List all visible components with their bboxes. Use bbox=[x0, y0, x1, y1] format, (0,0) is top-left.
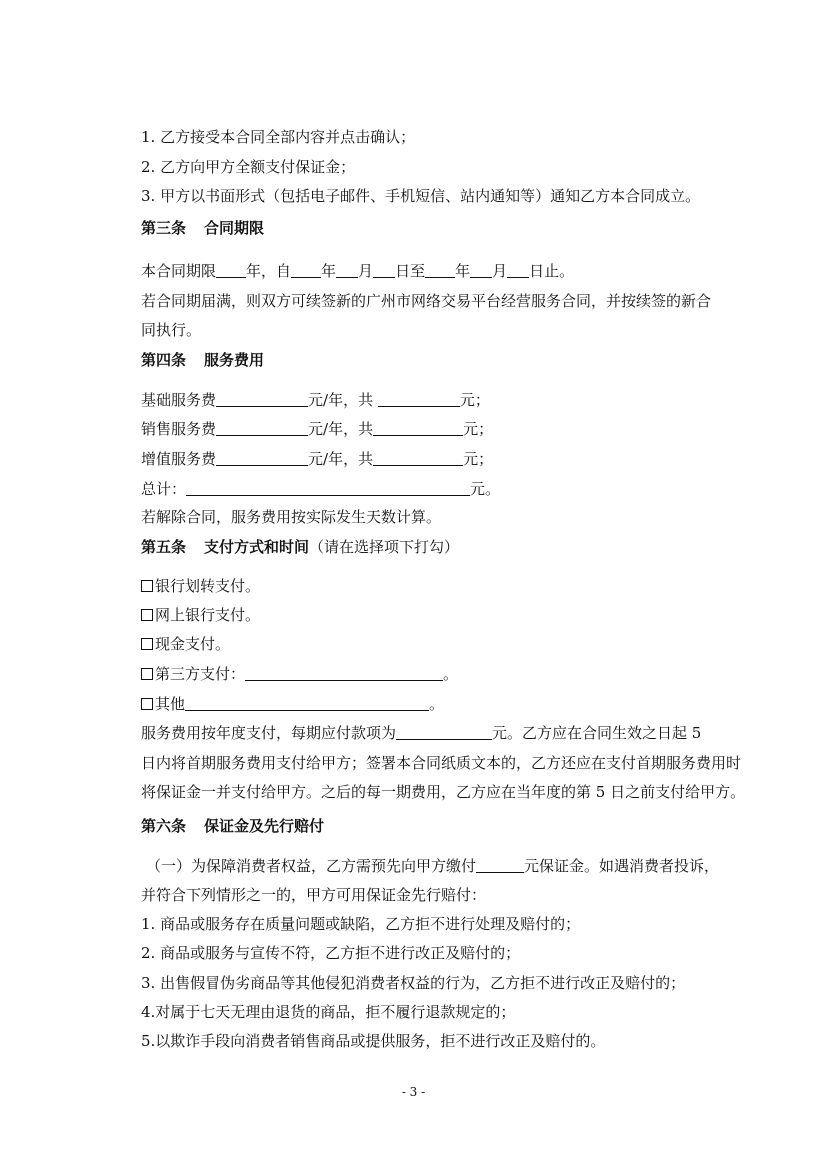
article6-heading-number: 第六条 bbox=[141, 817, 187, 835]
fee-per-year-blank[interactable] bbox=[216, 391, 308, 407]
article3-heading bbox=[141, 218, 264, 238]
fee-total-blank[interactable] bbox=[373, 420, 463, 436]
term-text: 日至 bbox=[395, 262, 426, 280]
fee-unit: 元； bbox=[463, 450, 494, 468]
fee-row-sales bbox=[141, 419, 493, 439]
other-blank[interactable] bbox=[185, 695, 429, 711]
fee-label: 销售服务费 bbox=[141, 420, 217, 438]
deposit-intro-line1 bbox=[146, 856, 719, 876]
fee-unit: 元； bbox=[459, 391, 490, 409]
fee-text: 元/年，共 bbox=[308, 450, 374, 468]
option-end: 。 bbox=[429, 695, 445, 713]
article6-heading bbox=[141, 816, 324, 836]
deposit-item-3: 3. 出售假冒伪劣商品等其他侵犯消费者权益的行为，乙方拒不进行改正及赔付的； bbox=[141, 974, 686, 992]
fee-unit: 元； bbox=[463, 420, 494, 438]
article5-heading-note: （请在选择项下打勾） bbox=[309, 538, 460, 556]
term-text: 年，自 bbox=[246, 262, 292, 280]
option-label: 第三方支付： bbox=[155, 665, 246, 683]
end-year-blank[interactable] bbox=[425, 262, 455, 278]
fee-total-blank[interactable] bbox=[373, 450, 463, 466]
end-month-blank[interactable] bbox=[470, 262, 492, 278]
payment-para-line3: 将保证金一并支付给甲方。之后的每一期费用，乙方应在当年度的第 5 日之前支付给甲方。 bbox=[141, 783, 746, 801]
term-text: 月 bbox=[358, 262, 374, 280]
term-text: 日止。 bbox=[529, 262, 575, 280]
term-text: 年 bbox=[455, 262, 471, 280]
deposit-item-5: 5.以欺诈手段向消费者销售商品或提供服务，拒不进行改正及赔付的。 bbox=[141, 1032, 606, 1050]
start-month-blank[interactable] bbox=[336, 262, 358, 278]
fee-text: 元/年，共 bbox=[308, 391, 374, 409]
checkbox-icon[interactable] bbox=[141, 609, 153, 621]
page-number: - 3 - bbox=[401, 1085, 426, 1099]
option-label: 银行划转支付。 bbox=[155, 577, 261, 595]
term-text: 月 bbox=[492, 262, 508, 280]
article4-heading-number: 第四条 bbox=[141, 351, 187, 369]
payment-option-third-party[interactable] bbox=[141, 664, 458, 684]
deposit-amount-blank[interactable] bbox=[476, 857, 524, 873]
article3-renewal-line1: 若合同期届满，则双方可续签新的广州市网络交易平台经营服务合同，并按续签的新合 bbox=[141, 292, 712, 310]
article3-heading-number: 第三条 bbox=[141, 219, 187, 237]
article2-item-3: 3. 甲方以书面形式（包括电子邮件、手机短信、站内通知等）通知乙方本合同成立。 bbox=[141, 187, 701, 205]
term-text: 年 bbox=[321, 262, 337, 280]
fee-label: 基础服务费 bbox=[141, 391, 217, 409]
term-text: 本合同期限 bbox=[141, 262, 217, 280]
payment-text: 元。乙方应在合同生效之日起 5 bbox=[492, 724, 702, 742]
option-label: 现金支付。 bbox=[155, 635, 231, 653]
third-party-blank[interactable] bbox=[245, 665, 443, 681]
fee-total-row bbox=[141, 479, 500, 499]
deposit-text: 元保证金。如遇消费者投诉， bbox=[524, 857, 720, 875]
termination-note: 若解除合同，服务费用按实际发生天数计算。 bbox=[141, 508, 442, 526]
payment-text: 服务费用按年度支付，每期应付款项为 bbox=[141, 724, 397, 742]
checkbox-icon[interactable] bbox=[141, 698, 153, 710]
payment-option-other[interactable] bbox=[141, 694, 444, 714]
fee-label: 增值服务费 bbox=[141, 450, 217, 468]
article2-item-1: 1. 乙方接受本合同全部内容并点击确认； bbox=[141, 128, 416, 146]
fee-text: 元/年，共 bbox=[308, 420, 374, 438]
article6-heading-title: 保证金及先行赔付 bbox=[204, 817, 325, 835]
deposit-text: （一）为保障消费者权益，乙方需预先向甲方缴付 bbox=[146, 857, 477, 875]
deposit-item-2: 2. 商品或服务与宣传不符，乙方拒不进行改正及赔付的； bbox=[141, 944, 521, 962]
fee-total-blank[interactable] bbox=[378, 391, 460, 407]
deposit-intro-line2: 并符合下列情形之一的，甲方可用保证金先行赔付： bbox=[141, 886, 487, 904]
total-unit: 元。 bbox=[470, 480, 501, 498]
installment-amount-blank[interactable] bbox=[396, 724, 492, 740]
article3-heading-title: 合同期限 bbox=[204, 219, 265, 237]
term-years-blank[interactable] bbox=[216, 262, 246, 278]
article3-term-line bbox=[141, 261, 574, 281]
article2-item-2: 2. 乙方向甲方全额支付保证金； bbox=[141, 158, 356, 176]
payment-para-line2: 日内将首期服务费用支付给甲方；签署本合同纸质文本的，乙方还应在支付首期服务费用时 bbox=[141, 754, 742, 772]
end-day-blank[interactable] bbox=[507, 262, 529, 278]
total-blank[interactable] bbox=[186, 480, 470, 496]
fee-per-year-blank[interactable] bbox=[216, 450, 308, 466]
payment-option-online-banking[interactable] bbox=[141, 605, 260, 625]
start-day-blank[interactable] bbox=[373, 262, 395, 278]
article3-renewal-line2: 同执行。 bbox=[141, 321, 202, 339]
checkbox-icon[interactable] bbox=[141, 668, 153, 680]
deposit-item-1: 1. 商品或服务存在质量问题或缺陷，乙方拒不进行处理及赔付的； bbox=[141, 915, 581, 933]
start-year-blank[interactable] bbox=[291, 262, 321, 278]
payment-option-cash[interactable] bbox=[141, 634, 230, 654]
deposit-item-4: 4.对属于七天无理由退货的商品，拒不履行退款规定的； bbox=[141, 1003, 516, 1021]
article4-heading bbox=[141, 350, 264, 370]
article5-heading bbox=[141, 537, 459, 557]
payment-para-line1 bbox=[141, 723, 701, 743]
article4-heading-title: 服务费用 bbox=[204, 351, 265, 369]
option-label: 其他 bbox=[155, 695, 186, 713]
fee-per-year-blank[interactable] bbox=[216, 420, 308, 436]
payment-option-bank-transfer[interactable] bbox=[141, 576, 260, 596]
total-label: 总计： bbox=[141, 480, 187, 498]
checkbox-icon[interactable] bbox=[141, 638, 153, 650]
checkbox-icon[interactable] bbox=[141, 580, 153, 592]
option-label: 网上银行支付。 bbox=[155, 606, 261, 624]
fee-row-basic bbox=[141, 390, 490, 410]
article5-heading-number: 第五条 bbox=[141, 538, 187, 556]
option-end: 。 bbox=[443, 665, 459, 683]
fee-row-valueadded bbox=[141, 449, 493, 469]
article5-heading-title: 支付方式和时间 bbox=[204, 538, 310, 556]
